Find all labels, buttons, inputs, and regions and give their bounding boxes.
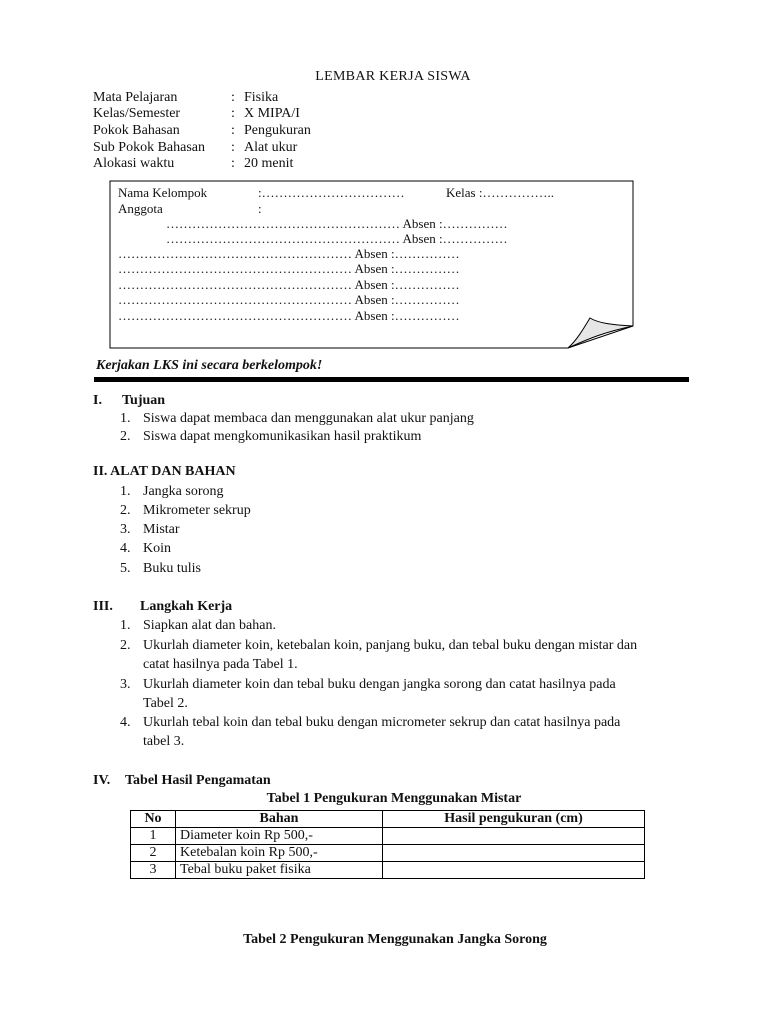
info-label: Alokasi waktu	[93, 156, 175, 171]
info-value: Pengukuran	[244, 123, 311, 138]
list-item: Ukurlah tebal koin dan tebal buku dengan micrometer sekrup dan catat hasilnya pada	[143, 715, 621, 730]
list-item: Siswa dapat mengkomunikasikan hasil praktikum	[143, 429, 422, 444]
list-item: Koin	[143, 541, 171, 556]
list-number: 3.	[120, 522, 131, 537]
table-header-row	[131, 811, 645, 828]
section-number: I.	[93, 393, 102, 408]
list-number: 2.	[120, 638, 131, 653]
list-number: 4.	[120, 715, 131, 730]
result-cell[interactable]	[383, 845, 645, 862]
list-number: 3.	[120, 677, 131, 692]
page-title: LEMBAR KERJA SISWA	[315, 69, 471, 84]
member-row[interactable]: ……………………………………………… Absen :……………	[118, 246, 460, 261]
list-number: 1.	[120, 484, 131, 499]
table-header: Hasil pengukuran (cm)	[383, 811, 645, 828]
info-colon: :	[231, 90, 235, 105]
section-title-tabel: Tabel Hasil Pengamatan	[125, 773, 271, 788]
list-item-continuation: catat hasilnya pada Tabel 1.	[143, 657, 298, 672]
list-number: 1.	[120, 411, 131, 426]
member-row[interactable]: ……………………………………………… Absen :……………	[118, 277, 460, 292]
class-field[interactable]: Kelas :……………..	[446, 185, 554, 200]
info-label: Pokok Bahasan	[93, 123, 180, 138]
table-cell: 3	[131, 862, 176, 879]
info-value: Fisika	[244, 90, 279, 105]
list-number: 2.	[120, 429, 131, 444]
table1	[130, 810, 645, 879]
list-number: 1.	[120, 618, 131, 633]
member-row[interactable]: ……………………………………………… Absen :……………	[118, 261, 460, 276]
table-cell: Tebal buku paket fisika	[176, 862, 383, 879]
list-item: Ukurlah diameter koin, ketebalan koin, panjang buku, dan tebal buku dengan mistar dan	[143, 638, 638, 653]
table-row	[131, 845, 645, 862]
member-row[interactable]: ……………………………………………… Absen :……………	[166, 216, 508, 231]
list-item-continuation: Tabel 2.	[143, 696, 188, 711]
info-colon: :	[231, 106, 235, 121]
section-number: III.	[93, 599, 113, 614]
table-header: No	[131, 811, 176, 828]
info-colon: :	[231, 156, 235, 171]
member-row[interactable]: ……………………………………………… Absen :……………	[118, 292, 460, 307]
table-cell: 2	[131, 845, 176, 862]
section-divider	[94, 377, 689, 382]
list-number: 2.	[120, 503, 131, 518]
list-item: Buku tulis	[143, 561, 201, 576]
info-label: Sub Pokok Bahasan	[93, 140, 205, 155]
list-item: Jangka sorong	[143, 484, 224, 499]
table-row	[131, 862, 645, 879]
section-title-langkah: Langkah Kerja	[140, 599, 233, 614]
section-title-alat: II. ALAT DAN BAHAN	[93, 464, 236, 479]
list-item: Siapkan alat dan bahan.	[143, 618, 276, 633]
table1-caption: Tabel 1 Pengukuran Menggunakan Mistar	[266, 791, 522, 806]
info-value: X MIPA/I	[244, 106, 300, 121]
table-cell: Diameter koin Rp 500,-	[176, 828, 383, 845]
table-header: Bahan	[176, 811, 383, 828]
list-item: Siswa dapat membaca dan menggunakan alat ukur panjang	[143, 411, 474, 426]
info-value: 20 menit	[244, 156, 294, 171]
section-title-tujuan: Tujuan	[122, 393, 166, 408]
info-label: Mata Pelajaran	[93, 90, 178, 105]
list-item: Ukurlah diameter koin dan tebal buku dengan jangka sorong dan catat hasilnya pada	[143, 677, 616, 692]
instruction-text: Kerjakan LKS ini secara berkelompok!	[96, 358, 323, 373]
table2-caption: Tabel 2 Pengukuran Menggunakan Jangka Sorong	[243, 932, 547, 947]
members-label: Anggota	[118, 201, 163, 216]
list-number: 5.	[120, 561, 131, 576]
info-colon: :	[231, 123, 235, 138]
member-row[interactable]: ……………………………………………… Absen :……………	[166, 231, 508, 246]
group-name-field[interactable]: :……………………………	[258, 185, 405, 200]
result-cell[interactable]	[383, 828, 645, 845]
member-row[interactable]: ……………………………………………… Absen :……………	[118, 308, 460, 323]
section-number: IV.	[93, 773, 111, 788]
list-item: Mikrometer sekrup	[143, 503, 251, 518]
table-cell: 1	[131, 828, 176, 845]
info-label: Kelas/Semester	[93, 106, 181, 121]
info-colon: :	[231, 140, 235, 155]
info-value: Alat ukur	[244, 140, 298, 155]
table-cell: Ketebalan koin Rp 500,-	[176, 845, 383, 862]
list-number: 4.	[120, 541, 131, 556]
group-name-label: Nama Kelompok	[118, 185, 208, 200]
table-row	[131, 828, 645, 845]
result-cell[interactable]	[383, 862, 645, 879]
list-item: Mistar	[143, 522, 180, 537]
list-item-continuation: tabel 3.	[143, 734, 185, 749]
members-colon: :	[258, 201, 262, 216]
